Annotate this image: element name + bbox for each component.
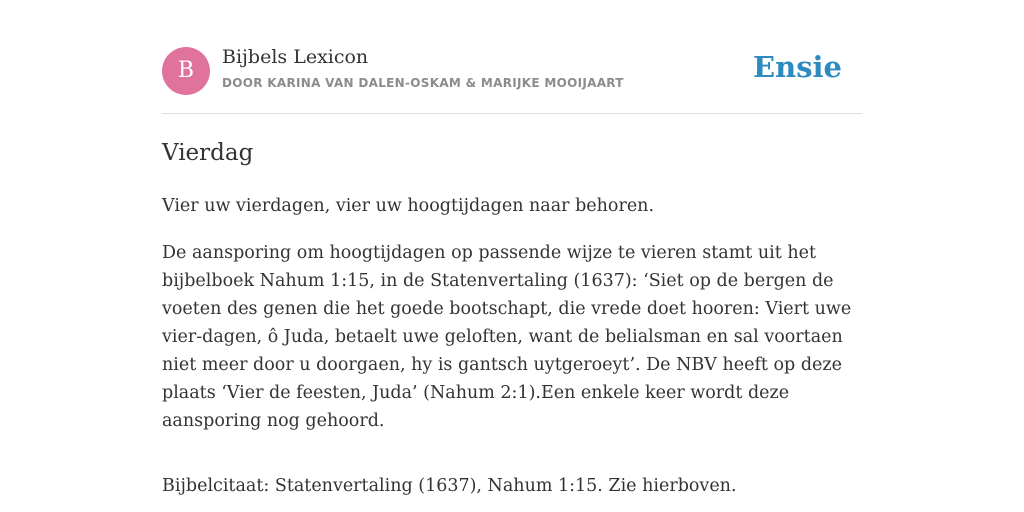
avatar[interactable]: B xyxy=(162,47,210,95)
author-byline: DOOR KARINA VAN DALEN-OSKAM & MARIJKE MOOIJAART xyxy=(222,76,624,90)
entry-definition: Vier uw vierdagen, vier uw hoogtijdagen naar behoren. xyxy=(162,196,655,216)
entry-term: Vierdag xyxy=(162,140,254,166)
entry-citation: Bijbelcitaat: Statenvertaling (1637), Nahum 1:15. Zie hierboven. xyxy=(162,476,737,496)
entry-explanation: De aansporing om hoogtijdagen op passende wijze te vieren stamt uit het bijbelboek Nahum 1:15, in de Statenvertaling (1637): ‘Siet op de bergen de voeten des genen die het goede bootschapt, die vrede doet hooren: Viert uwe vier-dagen, ô Juda, betaelt uwe geloften, want de belialsman en sal voortaen niet meer door u doorgaen, hy is gantsch uytgeroeyt’. De NBV heeft op deze plaats ‘Vier de feesten, Juda’ (Nahum 2:1).Een enkele keer wordt deze aansporing nog gehoord. xyxy=(162,243,852,431)
header-divider xyxy=(162,113,862,114)
lexicon-title[interactable]: Bijbels Lexicon xyxy=(222,46,369,68)
ensie-logo[interactable]: Ensie xyxy=(753,50,842,84)
header xyxy=(162,46,862,96)
entry-content xyxy=(162,136,862,512)
